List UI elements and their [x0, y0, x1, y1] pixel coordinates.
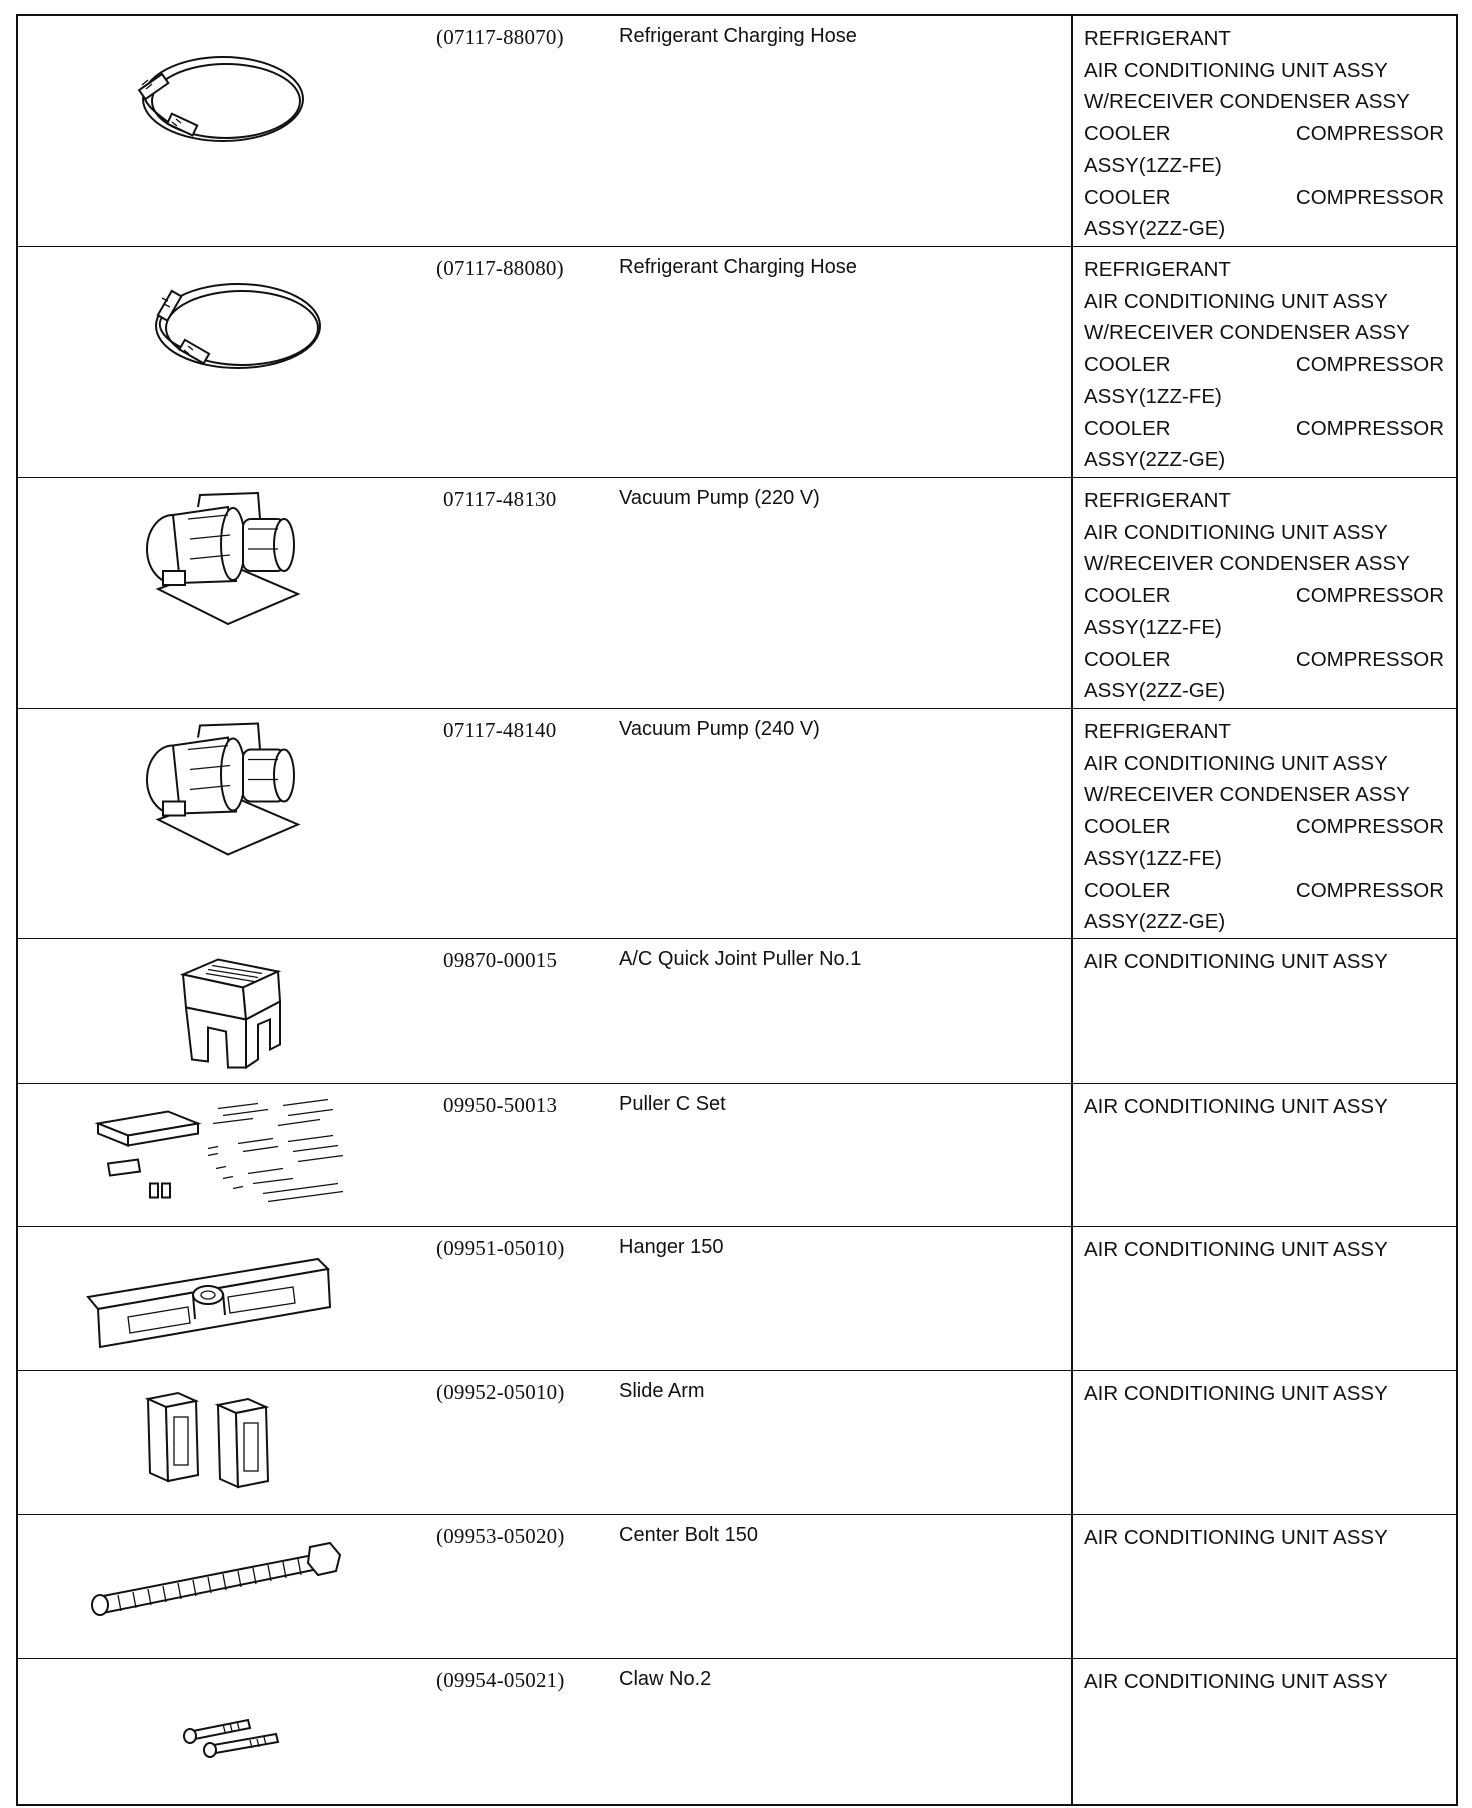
usage-line: COOLER COMPRESSOR	[1084, 878, 1444, 902]
usage-line: COOLER COMPRESSOR	[1084, 584, 1444, 608]
table-row	[18, 16, 1456, 247]
table-row	[18, 478, 1456, 709]
part-number: (09953-05020)	[436, 1524, 565, 1548]
tool-cell	[18, 478, 1073, 708]
center-bolt-illustration	[58, 1523, 398, 1652]
part-number: (09954-05021)	[436, 1668, 565, 1692]
usage-line: AIR CONDITIONING UNIT ASSY	[1084, 950, 1388, 973]
part-number: 07117-48140	[443, 718, 557, 742]
usage-line: AIR CONDITIONING UNIT ASSY	[1084, 1670, 1388, 1693]
tool-cell	[18, 709, 1073, 938]
usage-line: COOLER COMPRESSOR	[1084, 353, 1444, 377]
usage-line: COOLER COMPRESSOR	[1084, 185, 1444, 209]
usage-cell	[1073, 1227, 1456, 1370]
usage-line: ASSY(2ZZ-GE)	[1084, 679, 1226, 703]
tool-name: Vacuum Pump (220 V)	[619, 487, 820, 509]
tool-cell	[18, 939, 1073, 1083]
usage-line: REFRIGERANT	[1084, 258, 1231, 281]
tool-cell	[18, 16, 1073, 246]
usage-line: COOLER COMPRESSOR	[1084, 122, 1444, 146]
table-row	[18, 1659, 1456, 1804]
usage-line: AIR CONDITIONING UNIT ASSY	[1084, 1238, 1388, 1261]
usage-cell	[1073, 247, 1456, 477]
slide-arm-illustration	[58, 1379, 398, 1508]
table-row	[18, 1515, 1456, 1659]
usage-cell	[1073, 16, 1456, 246]
tool-name: Slide Arm	[619, 1380, 705, 1402]
part-number: (09951-05010)	[436, 1236, 565, 1260]
usage-line: W/RECEIVER CONDENSER ASSY	[1084, 321, 1410, 345]
usage-line: W/RECEIVER CONDENSER ASSY	[1084, 783, 1410, 807]
tool-name: Center Bolt 150	[619, 1524, 758, 1546]
tool-name: Refrigerant Charging Hose	[619, 25, 857, 47]
part-number: (07117-88080)	[436, 256, 564, 280]
usage-line: AIR CONDITIONING UNIT ASSY	[1084, 58, 1388, 82]
table-row	[18, 1227, 1456, 1371]
vacuum-pump-illustration	[58, 717, 398, 932]
usage-cell	[1073, 1371, 1456, 1514]
usage-line: AIR CONDITIONING UNIT ASSY	[1084, 289, 1388, 313]
tool-cell	[18, 1227, 1073, 1370]
usage-cell	[1073, 1659, 1456, 1804]
usage-cell	[1073, 939, 1456, 1083]
usage-line: ASSY(2ZZ-GE)	[1084, 217, 1226, 241]
usage-line: REFRIGERANT	[1084, 27, 1231, 50]
usage-line: ASSY(2ZZ-GE)	[1084, 910, 1226, 934]
hanger-illustration	[58, 1235, 398, 1364]
table-row	[18, 709, 1456, 939]
puller-c-set-illustration	[58, 1092, 398, 1220]
vacuum-pump-illustration	[58, 486, 398, 702]
usage-line: ASSY(1ZZ-FE)	[1084, 384, 1222, 408]
tool-name: Refrigerant Charging Hose	[619, 256, 857, 278]
part-number: 09870-00015	[443, 948, 558, 972]
tool-cell	[18, 1659, 1073, 1804]
part-number: 09950-50013	[443, 1093, 558, 1117]
usage-line: ASSY(1ZZ-FE)	[1084, 615, 1222, 639]
table-row	[18, 1084, 1456, 1227]
charging-hose-illustration	[58, 255, 398, 471]
usage-line: REFRIGERANT	[1084, 720, 1231, 743]
tool-name: Vacuum Pump (240 V)	[619, 718, 820, 740]
tool-name: A/C Quick Joint Puller No.1	[619, 948, 862, 970]
usage-line: COOLER COMPRESSOR	[1084, 815, 1444, 839]
usage-line: AIR CONDITIONING UNIT ASSY	[1084, 1526, 1388, 1549]
usage-line: W/RECEIVER CONDENSER ASSY	[1084, 552, 1410, 576]
usage-line: ASSY(2ZZ-GE)	[1084, 448, 1226, 472]
usage-line: AIR CONDITIONING UNIT ASSY	[1084, 1095, 1388, 1118]
charging-hose-illustration	[58, 24, 398, 240]
usage-cell	[1073, 1515, 1456, 1658]
usage-cell	[1073, 709, 1456, 938]
table-row	[18, 247, 1456, 478]
tool-name: Claw No.2	[619, 1668, 712, 1690]
part-number: (07117-88070)	[436, 25, 564, 49]
part-number: 07117-48130	[443, 487, 557, 511]
usage-line: COOLER COMPRESSOR	[1084, 416, 1444, 440]
tool-name: Puller C Set	[619, 1093, 726, 1115]
tool-cell	[18, 1371, 1073, 1514]
table-row	[18, 1371, 1456, 1515]
usage-line: W/RECEIVER CONDENSER ASSY	[1084, 90, 1410, 114]
special-service-tools-table	[16, 14, 1458, 1806]
usage-cell	[1073, 478, 1456, 708]
tool-name: Hanger 150	[619, 1236, 724, 1258]
usage-line: ASSY(1ZZ-FE)	[1084, 153, 1222, 177]
table-row	[18, 939, 1456, 1084]
tool-cell	[18, 1084, 1073, 1226]
usage-cell	[1073, 1084, 1456, 1226]
tool-cell	[18, 1515, 1073, 1658]
usage-line: COOLER COMPRESSOR	[1084, 647, 1444, 671]
usage-line: AIR CONDITIONING UNIT ASSY	[1084, 520, 1388, 544]
usage-line: AIR CONDITIONING UNIT ASSY	[1084, 751, 1388, 775]
tool-cell	[18, 247, 1073, 477]
usage-line: REFRIGERANT	[1084, 489, 1231, 512]
part-number: (09952-05010)	[436, 1380, 565, 1404]
usage-line: AIR CONDITIONING UNIT ASSY	[1084, 1382, 1388, 1405]
quick-joint-puller-illustration	[58, 947, 398, 1077]
claw-illustration	[58, 1667, 398, 1798]
usage-line: ASSY(1ZZ-FE)	[1084, 846, 1222, 870]
